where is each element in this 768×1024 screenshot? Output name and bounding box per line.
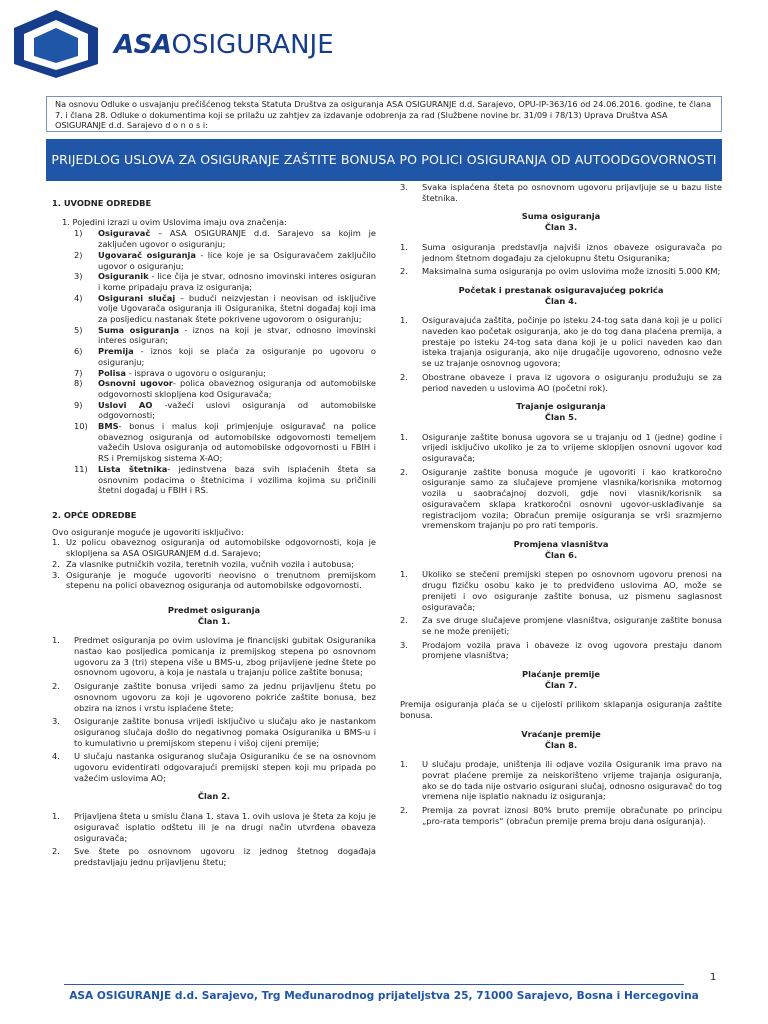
list-item: 2. Obostrane obaveze i prava iz ugovora o osiguranju produžuju se za period naveden u uslovima AO (početni rok). <box>400 371 722 393</box>
list-item: 5) Suma osiguranja - iznos na koji je stvar, odnosno imovinski interes osiguran; <box>74 324 376 346</box>
list-item: 1. Predmet osiguranja po ovim uslovima je financijski gubitak Osiguranika nastao kao posljedica pomicanja iz premijskog stepena po osnovnom ugovoru za 3 (tri) stepena više u BMS-u, zbog prijavljene jedne štete po osnovnom ugovoru, a koja je nastala u trajanju police zaštite bonusa; <box>52 635 376 678</box>
definitions-list <box>52 228 376 496</box>
list-item: 1. U slučaju prodaje, uništenja ili odjave vozila Osiguranik ima pravo na povrat plaćene premije za neiskorišteno vrijeme trajanja osiguranja, ako se do tada nije ostvario osigurani slučaj, odnosno osiguravač do tog vremena nije isplatio naknadu iz osiguranja; <box>400 759 722 802</box>
list-item: 1. Prijavljena šteta u smislu člana 1. stava 1. ovih uslova je šteta za koju je osiguravač isplatio odštetu ili je na drugi način utvrđena obaveza osiguravača; <box>52 811 376 843</box>
right-column <box>400 182 722 829</box>
list-item: 3. Osiguranje zaštite bonusa vrijedi isključivo u slučaju ako je nastankom osiguranog slučaja došlo do negativnog pomaka Osiguranika u BMS-u i to kumulativno u premijskom stepenu i višoj cijeni premije; <box>52 716 376 748</box>
list-item: 2. Osiguranje zaštite bonusa vrijedi samo za jednu prijavljenu štetu po osnovnom ugovoru za koji je ugovoreno pokriće zaštite bonusa, bez obzira na iznos i vrstu isplaćene štete; <box>52 681 376 713</box>
list-item: 2. Sve štete po osnovnom ugovoru iz jednog štetnog događaja predstavljaju jednu prijavljenu štetu; <box>52 846 376 867</box>
intro-paragraph: Na osnovu Odluke o usvajanju prečišćenog teksta Statuta Društva za osiguranja ASA OSIGURANJE d.d. Sarajevo, OPU-IP-363/16 od 24.06.2016. godine, te člana 7. i člana 28. Odluke o dokumentima koji se prilažu uz zahtjev za izdavanje odobrenja za rad (Službene novine br. 31/09 i 78/13) Uprava Društva ASA OSIGURANJE d.d. Sarajevo d o n o s i: <box>46 96 722 132</box>
page-number: 1 <box>710 972 717 983</box>
footer-divider <box>64 984 684 985</box>
list-item: 4. U slučaju nastanka osiguranog slučaja Osiguraniku će se na osnovnom ugovoru evidentirati odgovarajući premijski stepen koji mu pripada po važećim uslovima AO; <box>52 751 376 783</box>
article-3-list <box>400 242 722 277</box>
article-4-list <box>400 315 722 393</box>
list-item: 1. Suma osiguranja predstavlja najviši iznos obaveze osiguravača po jednom štetnom događaju za cjelokupnu štetu Osiguranika; <box>400 241 722 263</box>
company-logo <box>8 8 334 68</box>
list-item: 1. Uz policu obaveznog osiguranja od automobilske odgovornosti, koja je sklopljena sa ASA OSIGURANJEM d.d. Sarajevo; <box>52 537 376 559</box>
list-item: 2. Maksimalna suma osiguranja po ovim uslovima može iznositi 5.000 KM; <box>400 266 721 277</box>
article-2-list <box>52 811 376 868</box>
section-heading: 2. OPĆE ODREDBE <box>52 509 137 520</box>
article-heading: Predmet osiguranja Član 1. <box>167 604 261 626</box>
list-item: 6) Premija - iznos koji se plaća za osiguranje po ugovoru o osiguranju; <box>74 346 376 367</box>
left-column <box>52 188 376 871</box>
list-item: 4) Osigurani slučaj – budući neizvjestan i neovisan od isključive volje Ugovarača osiguranja ili Osiguranika, štetni događaj koji ima za posljedicu nastanak štete pokrivene ugovorom o osiguranju; <box>74 292 376 325</box>
article-1-list <box>52 635 376 783</box>
article-7-text: Premija osiguranja plaća se u cijelosti prilikom sklapanja osiguranja zaštite bonusa. <box>400 699 722 721</box>
article-heading: Član 2. <box>197 791 231 802</box>
section-heading: 1. UVODNE ODREDBE <box>52 198 152 208</box>
list-item: 1) Osiguravač – ASA OSIGURANJE d.d. Sarajevo sa kojim je zaključen ugovor o osiguranju; <box>74 228 376 250</box>
article-6-list <box>400 569 722 661</box>
document-title: PRIJEDLOG USLOVA ZA OSIGURANJE ZAŠTITE BONUSA PO POLICI OSIGURANJA OD AUTOODGOVORNOSTI <box>46 139 722 181</box>
article-heading: Trajanje osiguranja Član 5. <box>516 401 606 422</box>
list-item: 3. Prodajom vozila prava i obaveze iz ovog ugovora prestaju danom promjene vlasništva; <box>400 639 722 661</box>
list-item: 11) Lista štetnika- jedinstvena baza svih isplaćenih šteta sa osnovnim podacima o štetnicima i vozilima kojima su pričinili štetni događaj u FBIH i RS. <box>74 463 377 496</box>
logo-wordmark: ASAOSIGURANJE <box>114 30 334 60</box>
hexagon-logo-icon <box>8 8 104 78</box>
article-heading: Promjena vlasništva Član 6. <box>513 538 609 560</box>
article-heading: Plaćanje premije Član 7. <box>522 669 600 690</box>
list-item: 10) BMS- bonus i malus koji primjenjuje osiguravač na police obaveznog osiguranja od automobilske odgovornosti temeljem važećih Uslova osiguranja od automobilske odgovornosti u FBIH i RS i Premijskog sistema X-AO; <box>74 421 376 464</box>
list-item: 3. Svaka isplaćena šteta po osnovnom ugovoru prijavljuje se u bazu liste štetnika. <box>400 182 722 203</box>
list-item: 1. Osiguranje zaštite bonusa ugovora se u trajanju od 1 (jedne) godine i vrijedi isključivo ukoliko je za to vrijeme sklopljen osnovni ugovor kod osiguravača; <box>400 431 722 464</box>
article-8-list <box>400 759 722 826</box>
list-item: 7) Polisa - isprava o ugovoru o osiguranju; <box>74 367 266 378</box>
article-heading: Suma osiguranja Član 3. <box>521 211 601 233</box>
list-item: 2. Osiguranje zaštite bonusa moguće je ugovoriti i kao kratkoročno osiguranje samo za slučajeve promjene vlasnika/korisnika motornog vozila u saobraćajnoj dozvoli, gdje novi vlasnik/korisnik sa osiguravačem sklapa kratkoročni osnovni ugovor-usklađivanje sa registracijom vozila; Obračun premije osiguranja se vrši srazmjerno vremenskom trajanju po pro rati temporis. <box>400 466 722 531</box>
article-5-list <box>400 432 722 531</box>
list-item: 3. Osiguranje je moguće ugovoriti neovisno o trenutnom premijskom stepenu na polici obaveznog osiguranja od automobilske odgovornosti. <box>52 569 376 591</box>
definitions-lead: 1. Pojedini izrazi u ovim Uslovima imaju ova značenja: <box>62 216 287 227</box>
section-lead: Ovo osiguranje moguće je ugovoriti isključivo: <box>52 526 244 537</box>
footer-address: ASA OSIGURANJE d.d. Sarajevo, Trg Međunarodnog prijateljstva 25, 71000 Sarajevo, Bosna i Hercegovina <box>69 990 699 1002</box>
list-item: 2. Premija za povrat iznosi 80% bruto premije obračunate po principu „pro-rata temporis“ (obračun premije prema broju dana osiguranja). <box>400 805 722 826</box>
list-item: 2. Za vlasnike putničkih vozila, teretnih vozila, vučnih vozila i autobusa; <box>52 558 354 569</box>
list-item: 9) Uslovi AO -važeći uslovi osiguranja od automobilske odgovornosti; <box>74 399 376 421</box>
article-heading: Vraćanje premije Član 8. <box>521 728 601 750</box>
list-item: 1. Ukoliko se stečeni premijski stepen po osnovnom ugovoru prenosi na drugu fizičku osobu kako je to predviđeno uslovima AO, može se prenijeti i ovo osiguranje zaštite bonusa, uz pismenu saglasnost osiguravača; <box>400 569 722 612</box>
article-heading: Početak i prestanak osiguravajućeg pokrića Član 4. <box>458 284 664 306</box>
list-item: 2) Ugovarač osiguranja - lice koje je sa Osiguravačem zaključilo ugovor o osiguranju; <box>74 249 377 271</box>
list-item: 3) Osiguranik - lice čija je stvar, odnosno imovinski interes osiguran i kome pripadaju prava iz osiguranja; <box>74 271 376 292</box>
list-item: 1. Osiguravajuća zaštita, počinje po isteku 24-tog sata dana koji je u polici naveden kao početak osiguranja, ako je do tog dana plaćena premija, a prestaje po isteku 24-tog sata dana koji je u polici naveden kao dan isteka trajanja osiguranja, ako nije drugačije ugovoreno, odnosno veže se uz trajanje osnovnog ugovora; <box>400 315 722 369</box>
general-provisions-list <box>52 537 376 591</box>
list-item: 2. Za sve druge slučajeve promjene vlasništva, osiguranje zaštite bonusa se ne može prenijeti; <box>400 615 722 636</box>
list-item: 8) Osnovni ugovor- polica obaveznog osiguranja od automobilske odgovornosti sklopljena kod Osiguravača; <box>74 378 376 399</box>
